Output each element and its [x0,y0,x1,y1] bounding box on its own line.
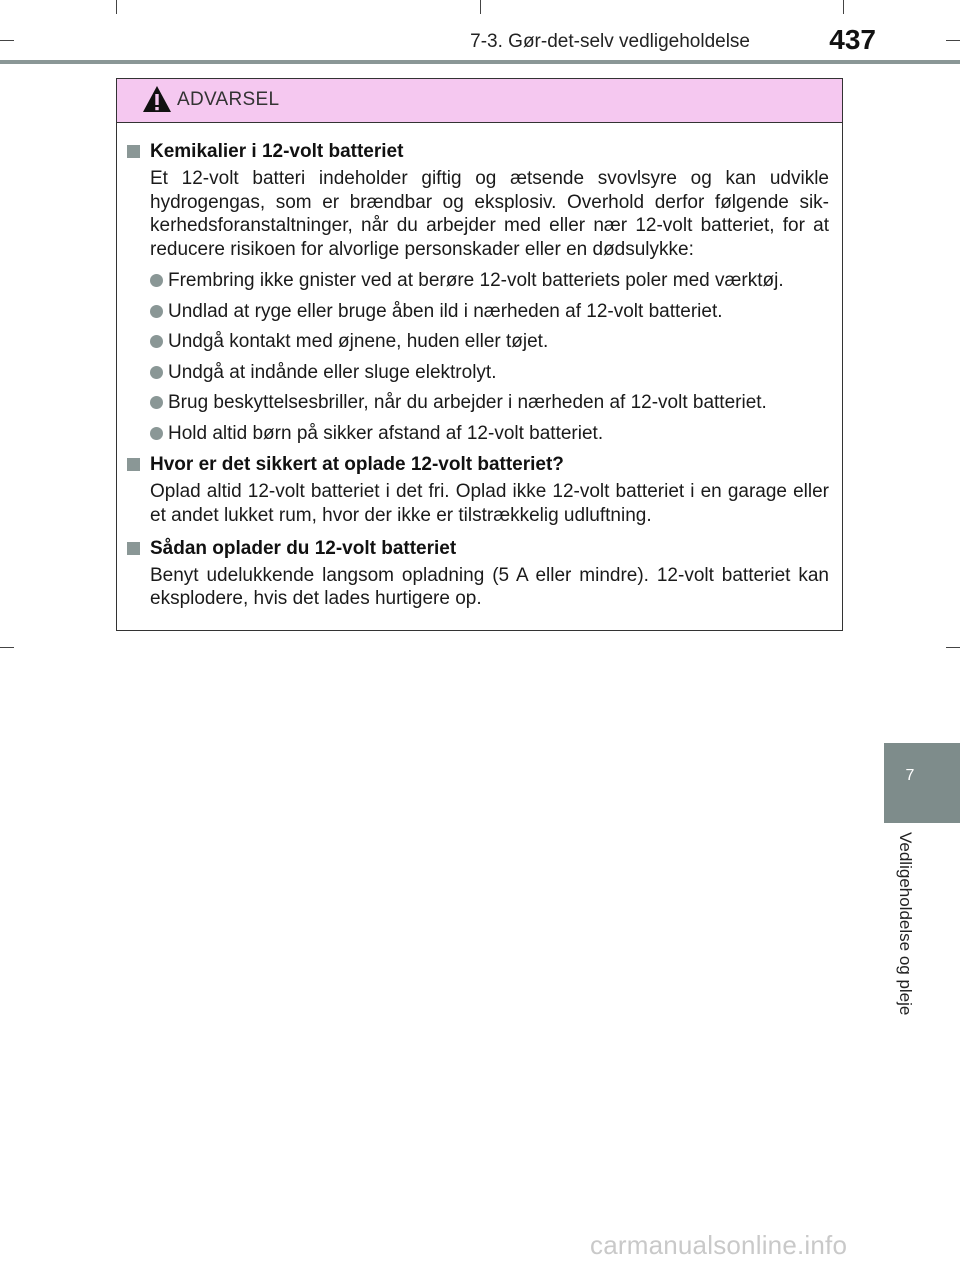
section-paragraph: Benyt udelukkende langsom opladning (5 A eller mindre). 12-volt batteriet kan eksplodere, hvis det lades hurtigere op. [150,564,829,610]
section-heading-text: Hvor er det sikkert at oplade 12-volt batteriet? [150,454,564,476]
round-bullet-icon [150,427,163,440]
warning-header [117,79,842,123]
warning-box [116,78,843,631]
chapter-tab [884,743,960,823]
section-paragraph: Et 12-volt batteri indeholder giftig og ætsende svovlsyre og kan udvikle hydrogengas, som er brændbar og eksplosiv. Overhold derfor følgende sik-kerhedsforanstaltninger, når du arbejder med eller nær 12-volt batteriet, for at reducere risikoen for alvorlige personskader eller en dødsulykke: [150,168,829,260]
chapter-number: 7 [905,767,915,784]
list-item-text: Undgå kontakt med øjnene, huden eller tøjet. [168,331,549,353]
section-heading-text: Kemikalier i 12-volt batteriet [150,141,404,162]
square-bullet-icon [127,145,140,158]
section-heading [126,452,829,478]
crop-mark [0,647,14,648]
list-item-text: Frembring ikke gnister ved at berøre 12-volt batteriets poler med værktøj. [168,270,784,292]
page-header [116,24,876,64]
round-bullet-icon [150,305,163,318]
list-item [126,269,829,293]
list-item-text: Undgå at indånde eller sluge elektrolyt. [168,361,497,383]
list-item-text: Undlad at ryge eller bruge åben ild i nærheden af 12-volt batteriet. [168,300,723,322]
list-item [126,330,829,354]
crop-mark [946,647,960,648]
round-bullet-icon [150,274,163,287]
list-item [126,422,829,446]
round-bullet-icon [150,366,163,379]
list-item-text: Brug beskyttelsesbriller, når du arbejder i nærheden af 12-volt batteriet. [168,392,767,414]
chapter-label-text: Vedligeholdelse og pleje [896,832,915,1016]
warning-title: ADVARSEL [177,89,280,110]
list-item [126,300,829,324]
section-heading [126,139,829,165]
crop-mark [116,0,117,14]
crop-mark [946,40,960,41]
warning-content [117,123,842,611]
round-bullet-icon [150,335,163,348]
section-heading-text: Sådan oplader du 12-volt batteriet [150,537,457,559]
crop-mark [843,0,844,14]
crop-mark [480,0,481,14]
warning-triangle-icon [142,85,172,113]
square-bullet-icon [127,542,140,555]
header-rule [0,60,960,64]
section-paragraph: Oplad altid 12-volt batteriet i det fri. Oplad ikke 12-volt batteriet i en garage eller et andet lukket rum, hvor der ikke er tilstrækkelig udluftning. [150,481,829,526]
chapter-label [895,832,917,1052]
crop-mark [0,40,14,41]
section-heading [126,536,829,562]
section-title: 7-3. Gør-det-selv vedligeholdelse [470,31,750,52]
list-item-text: Hold altid børn på sikker afstand af 12-volt batteriet. [168,422,604,444]
watermark: carmanualsonline.info [590,1230,848,1260]
list-item [126,391,829,415]
list-item [126,361,829,385]
round-bullet-icon [150,396,163,409]
square-bullet-icon [127,458,140,471]
page-number: 437 [829,24,876,55]
